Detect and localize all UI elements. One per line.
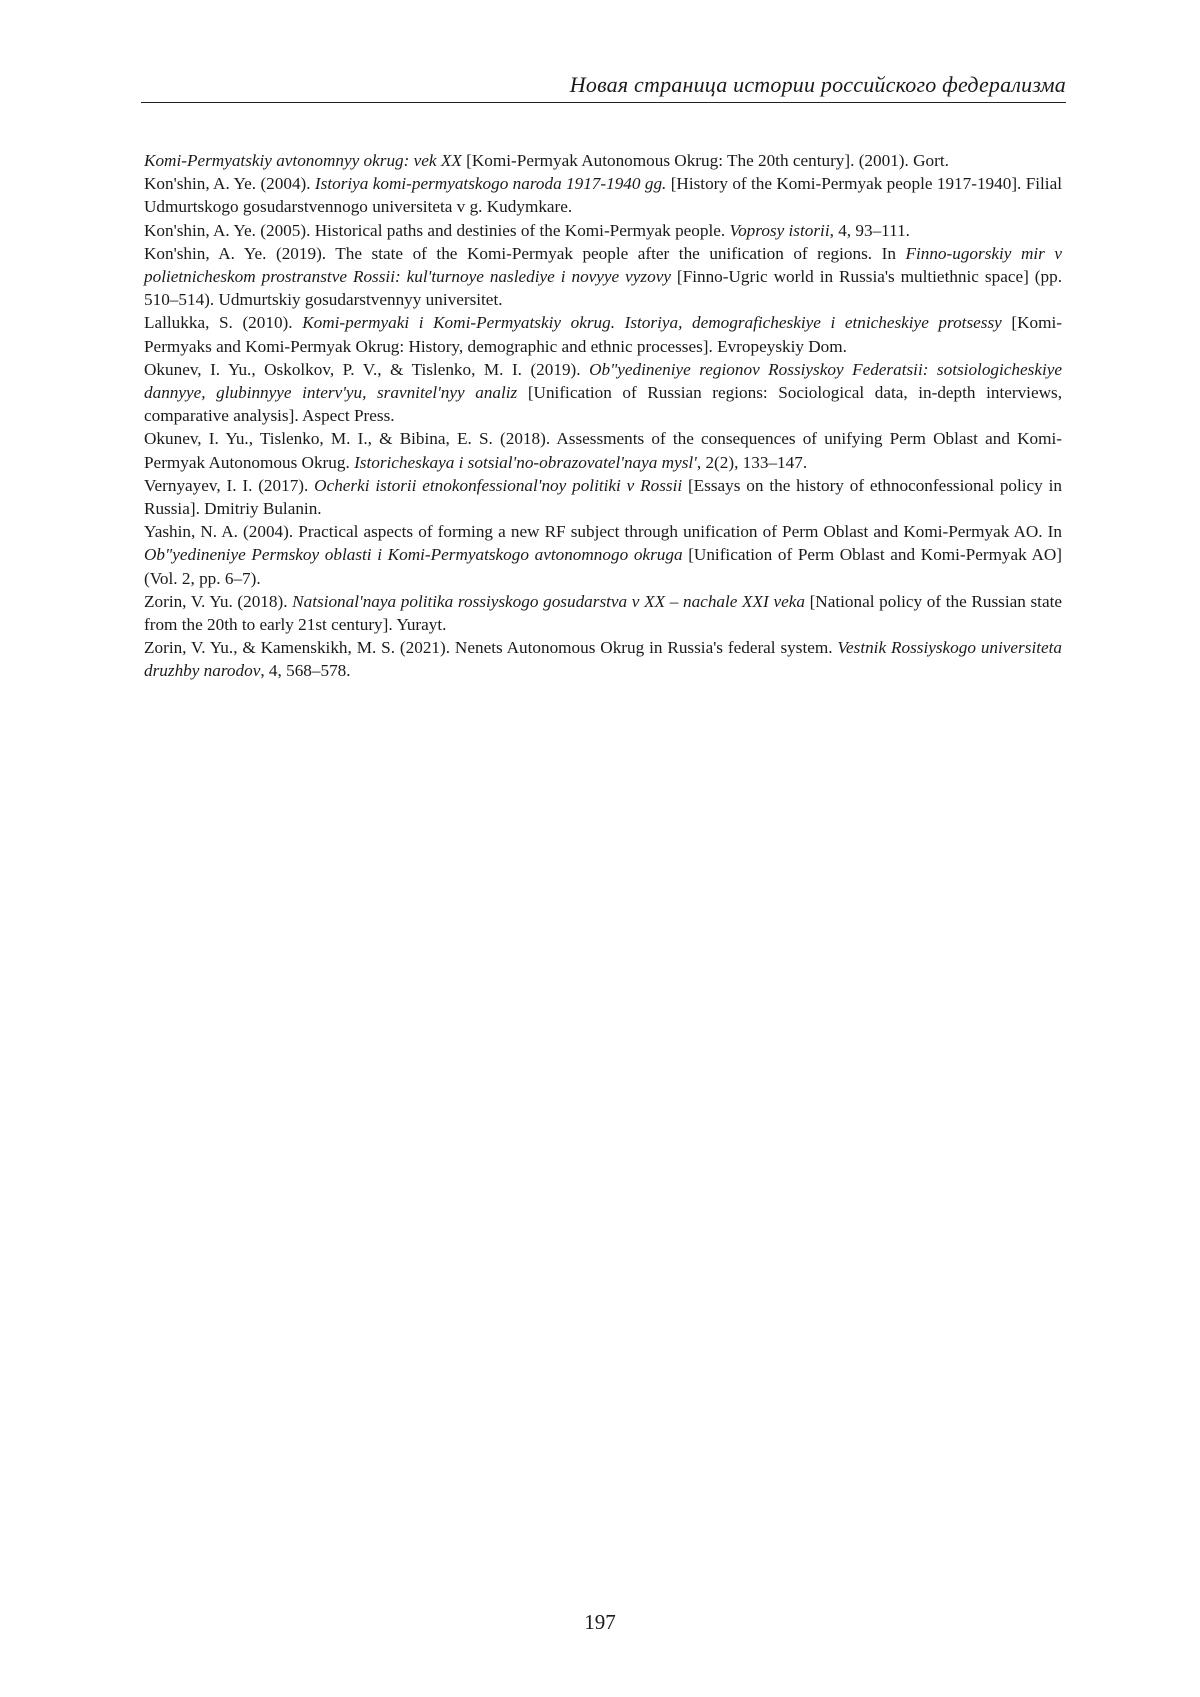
reference-entry <box>144 474 1062 520</box>
reference-text: [Komi-Permyaks and Komi-Permyak Okrug: History, demographic and ethnic processes]. Evropeyskiy Dom. <box>144 313 1062 356</box>
reference-text: Okunev, I. Yu., Oskolkov, P. V., & Tislenko, M. I. (2019). <box>144 359 590 379</box>
reference-text: [Finno-Ugric world in Russia's multiethnic space] (pp. 510–514). Udmurtskiy gosudarstvennyy universitet. <box>144 267 1062 310</box>
reference-entry <box>144 242 1062 312</box>
reference-text: Kon'shin, A. Ye. (2004). <box>144 174 315 194</box>
reference-text: Kon'shin, A. Ye. (2019). The state of the Komi-Permyak people after the unification of regions. In <box>144 243 906 263</box>
reference-entry <box>144 427 1062 473</box>
reference-entry <box>144 149 1062 172</box>
reference-text: [History of the Komi-Permyak people 1917-1940]. Filial Udmurtskogo gosudarstvennogo universiteta v g. Kudymkare. <box>144 174 1062 217</box>
reference-entry <box>144 520 1062 590</box>
reference-text: , 4, 568–578. <box>260 661 351 681</box>
reference-text: , 2(2), 133–147. <box>696 452 808 472</box>
reference-text: [Unification of Perm Oblast and Komi-Permyak AO] (Vol. 2, pp. 6–7). <box>144 545 1063 588</box>
reference-text: Kon'shin, A. Ye. (2005). Historical paths and destinies of the Komi-Permyak people. <box>144 220 730 240</box>
reference-text: Yashin, N. A. (2004). Practical aspects of forming a new RF subject through unification of Perm Oblast and Komi-Permyak AO. In <box>144 522 1062 542</box>
reference-text: Lallukka, S. (2010). <box>144 313 303 333</box>
reference-text: Vernyayev, I. I. (2017). <box>144 475 315 495</box>
reference-italic-title: Komi-permyaki i Komi-Permyatskiy okrug. Istoriya, demograficheskiye i etnicheskiye protsessy <box>302 313 1002 333</box>
reference-italic-title: Istoricheskaya i sotsial'no-obrazovatel'naya mysl' <box>354 452 697 472</box>
reference-text: [National policy of the Russian state from the 20th to early 21st century]. Yurayt. <box>144 591 1062 635</box>
reference-text: Okunev, I. Yu., Tislenko, M. I., & Bibina, E. S. (2018). Assessments of the consequences of unifying Perm Oblast and Komi-Permyak Autonomous Okrug. <box>144 429 1062 472</box>
running-header: Новая страница истории российского федерализма <box>141 68 1066 103</box>
reference-text: [Unification of Russian regions: Sociological data, in-depth interviews, comparative analysis]. Aspect Press. <box>144 383 1062 426</box>
reference-italic-title: Istoriya komi-permyatskogo naroda 1917-1940 gg. <box>314 174 667 194</box>
reference-italic-title: Natsional'naya politika rossiyskogo gosudarstva v XX – nachale XXI veka <box>292 591 805 611</box>
reference-text: [Komi-Permyak Autonomous Okrug: The 20th century]. (2001). Gort. <box>461 151 949 170</box>
reference-text: Zorin, V. Yu. (2018). <box>144 591 293 611</box>
reference-italic-title: Ob"yedineniye regionov Rossiyskoy Federatsii: sotsiologicheskiye dannyye, glubinnyye interv'yu, sravnitel'nyy analiz <box>144 359 1062 403</box>
reference-text: [Essays on the history of ethnoconfessional policy in Russia]. Dmitriy Bulanin. <box>144 475 1062 519</box>
reference-list <box>144 149 1062 683</box>
reference-entry <box>144 219 1062 242</box>
reference-italic-title: Komi-Permyatskiy avtonomnyy okrug: vek XX <box>144 151 462 170</box>
reference-italic-title: Finno-ugorskiy mir v polietnicheskom prostranstve Rossii: kul'turnoye naslediye i novyye vyzovy <box>144 243 1062 287</box>
reference-entry <box>144 590 1062 636</box>
reference-entry <box>144 358 1062 428</box>
reference-text: , 4, 93–111. <box>829 220 910 240</box>
reference-italic-title: Vestnik Rossiyskogo universiteta druzhby narodov <box>144 638 1062 681</box>
reference-italic-title: Ob"yedineniye Permskoy oblasti i Komi-Permyatskogo avtonomnogo okruga <box>144 545 683 565</box>
reference-entry <box>144 172 1062 218</box>
reference-italic-title: Voprosy istorii <box>729 220 830 240</box>
reference-text: Zorin, V. Yu., & Kamenskikh, M. S. (2021). Nenets Autonomous Okrug in Russia's federal system. <box>144 638 838 658</box>
reference-entry <box>144 311 1062 357</box>
reference-italic-title: Ocherki istorii etnokonfessional'noy politiki v Rossii <box>314 475 683 495</box>
reference-entry <box>144 636 1062 682</box>
page-number: 197 <box>584 1610 616 1634</box>
